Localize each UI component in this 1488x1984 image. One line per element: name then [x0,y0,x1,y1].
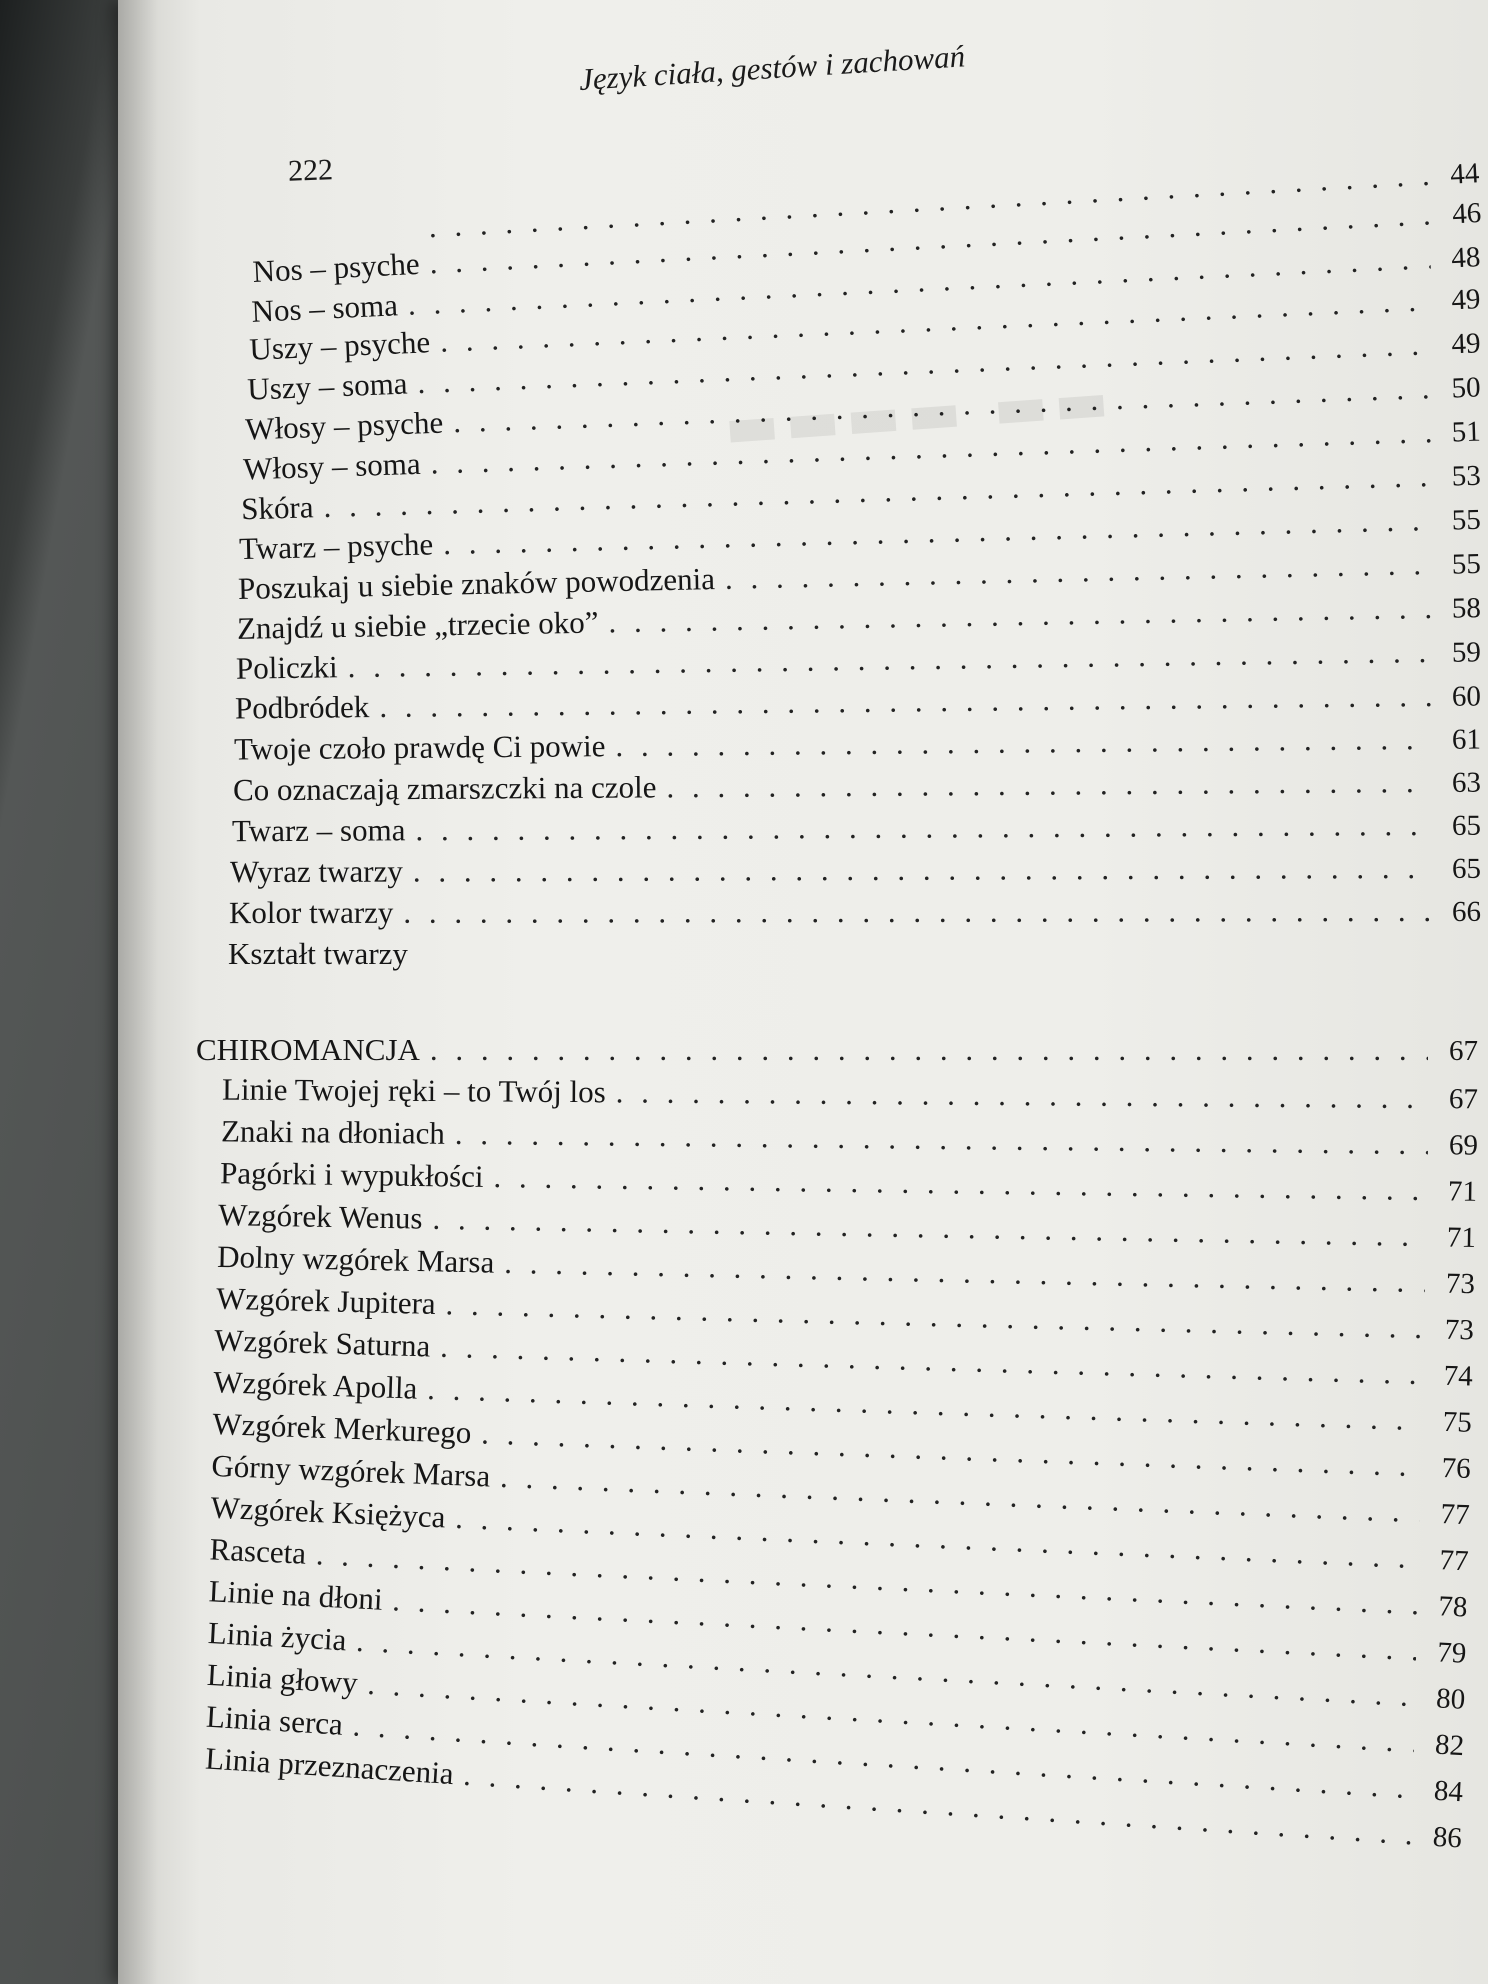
toc-entry-page: 77 [1439,1498,1471,1532]
book-page [118,0,1488,1984]
dot-leader [666,764,1431,805]
show-through-text: ▬▬ ▬▬▬▬ [716,366,1111,462]
toc-entry-page: 51 [1451,415,1482,449]
toc-entry-title: Pagórki i wypukłości [219,1155,484,1194]
toc-entry-title: Twarz – soma [231,812,406,849]
dot-leader [403,893,1431,931]
toc-entry-page: 61 [1451,723,1482,756]
toc-entry-title: Wzgórek Jupitera [215,1280,437,1321]
toc-entry-title: Wzgórek Księżyca [209,1489,447,1535]
toc-entry-title: Linia życia [207,1615,348,1658]
toc-entry-page: 60 [1451,680,1482,713]
toc-entry-title: Wyraz twarzy [229,853,403,890]
toc-entry-page: 79 [1436,1636,1468,1670]
toc-entry-title: Kolor twarzy [228,894,394,931]
toc-entry-page: 80 [1435,1682,1467,1716]
toc-entry-title: Uszy – soma [246,365,409,407]
toc-entry-page: 73 [1445,1267,1476,1301]
toc-entry-page: 50 [1451,371,1482,405]
toc-entry-title: Wzgórek Wenus [217,1197,423,1236]
toc-entry-page: 71 [1447,1175,1478,1208]
toc-entry-title: Górny wzgórek Marsa [210,1447,491,1494]
toc-entry [230,850,1481,894]
toc-section-page: 67 [1449,1035,1478,1067]
toc-entry-page: 48 [1450,241,1482,275]
toc-entry-title: Znajdź u siebie „trzecie oko” [236,604,599,646]
dot-leader [616,1074,1429,1116]
toc-entry-page: 59 [1451,636,1482,669]
toc-entry-title: Linia głowy [206,1656,359,1701]
toc-entry-title: Włosy – psyche [244,404,444,447]
toc-entry-page: 65 [1451,809,1482,842]
toc-entry-title: Wzgórek Apolla [212,1364,418,1406]
toc-entry-page: 58 [1451,592,1482,625]
toc-entry-title: Włosy – soma [242,445,422,487]
toc-entry-page: 55 [1451,503,1482,537]
toc-entry [232,807,1481,854]
page-content [118,0,1488,1984]
toc-entry-page: 65 [1451,852,1482,885]
toc-entry-page: 77 [1438,1544,1470,1578]
dot-leader [493,1159,1427,1208]
toc-entry [228,936,828,976]
dot-leader [415,807,1431,848]
toc-entry-title: Linie na dłoni [208,1573,384,1617]
toc-entry-page: 63 [1451,766,1482,799]
toc-entry-title: Policzki [235,649,338,686]
toc-entry-page: 74 [1443,1359,1474,1393]
toc-entry-page: 49 [1450,283,1482,317]
toc-entry-page: 46 [1451,196,1482,231]
toc-entry-page: 49 [1450,327,1482,361]
toc-entry-title: Podbródek [234,689,370,726]
dot-leader [615,721,1431,764]
toc-section-heading [196,1032,1478,1072]
toc-entry-title: Poszukaj u siebie znaków powodzenia [237,561,716,607]
toc-entry-title: Dolny wzgórek Marsa [216,1238,495,1280]
toc-entry-page: 75 [1442,1405,1473,1439]
page-number: 222 [287,153,334,188]
toc-entry-title: Nos – psyche [251,245,421,290]
toc-entry-page: 67 [1448,1083,1479,1116]
toc-entry-page: 53 [1451,459,1482,493]
toc-entry-page: 82 [1434,1728,1465,1763]
toc-entry-title: Rasceta [208,1531,307,1571]
toc-entry-page: 69 [1448,1129,1479,1162]
toc-entry-page: 55 [1451,547,1482,581]
running-head: Język ciała, gestów i zachowań [578,38,966,97]
toc-entry-page: 76 [1441,1451,1472,1485]
toc-entry [233,764,1481,813]
toc-entry-title: Uszy – psyche [248,324,431,367]
toc-entry-page: 84 [1433,1774,1464,1809]
toc-entry-page: 78 [1437,1590,1469,1624]
toc-entry-title: Skóra [240,489,314,527]
toc-entry-page: 73 [1444,1313,1475,1347]
toc-section-title: CHIROMANCJA [196,1032,420,1067]
toc-entry-page: 44 [1449,157,1481,191]
toc-entry-page: 86 [1431,1820,1463,1855]
toc-entry-title: Twoje czoło prawdę Ci powie [233,728,606,767]
toc-entry-title: Twarz – psyche [238,526,434,567]
toc-entry-page: 71 [1446,1221,1477,1254]
toc-entry-title: Kształt twarzy [228,936,408,971]
dot-leader [413,850,1431,890]
toc-entry-title: Nos – soma [250,287,399,329]
toc-entry-title: Linia przeznaczenia [204,1740,455,1792]
toc-entry-title: Co oznaczają zmarszczki na czole [232,769,657,808]
toc-entry [222,1072,1478,1121]
toc-entry [229,893,1481,935]
dot-leader [455,1116,1429,1162]
toc-entry-title: Linia serca [205,1698,344,1742]
toc-entry-title: Wzgórek Merkurego [211,1406,473,1451]
toc-entry-title: Wzgórek Saturna [213,1322,431,1364]
toc-entry-page: 66 [1451,895,1482,928]
toc-entry-title: Znaki na dłoniach [220,1113,446,1151]
dot-leader [430,1032,1428,1068]
toc-entry-title: Linie Twojej ręki – to Twój los [221,1071,606,1110]
